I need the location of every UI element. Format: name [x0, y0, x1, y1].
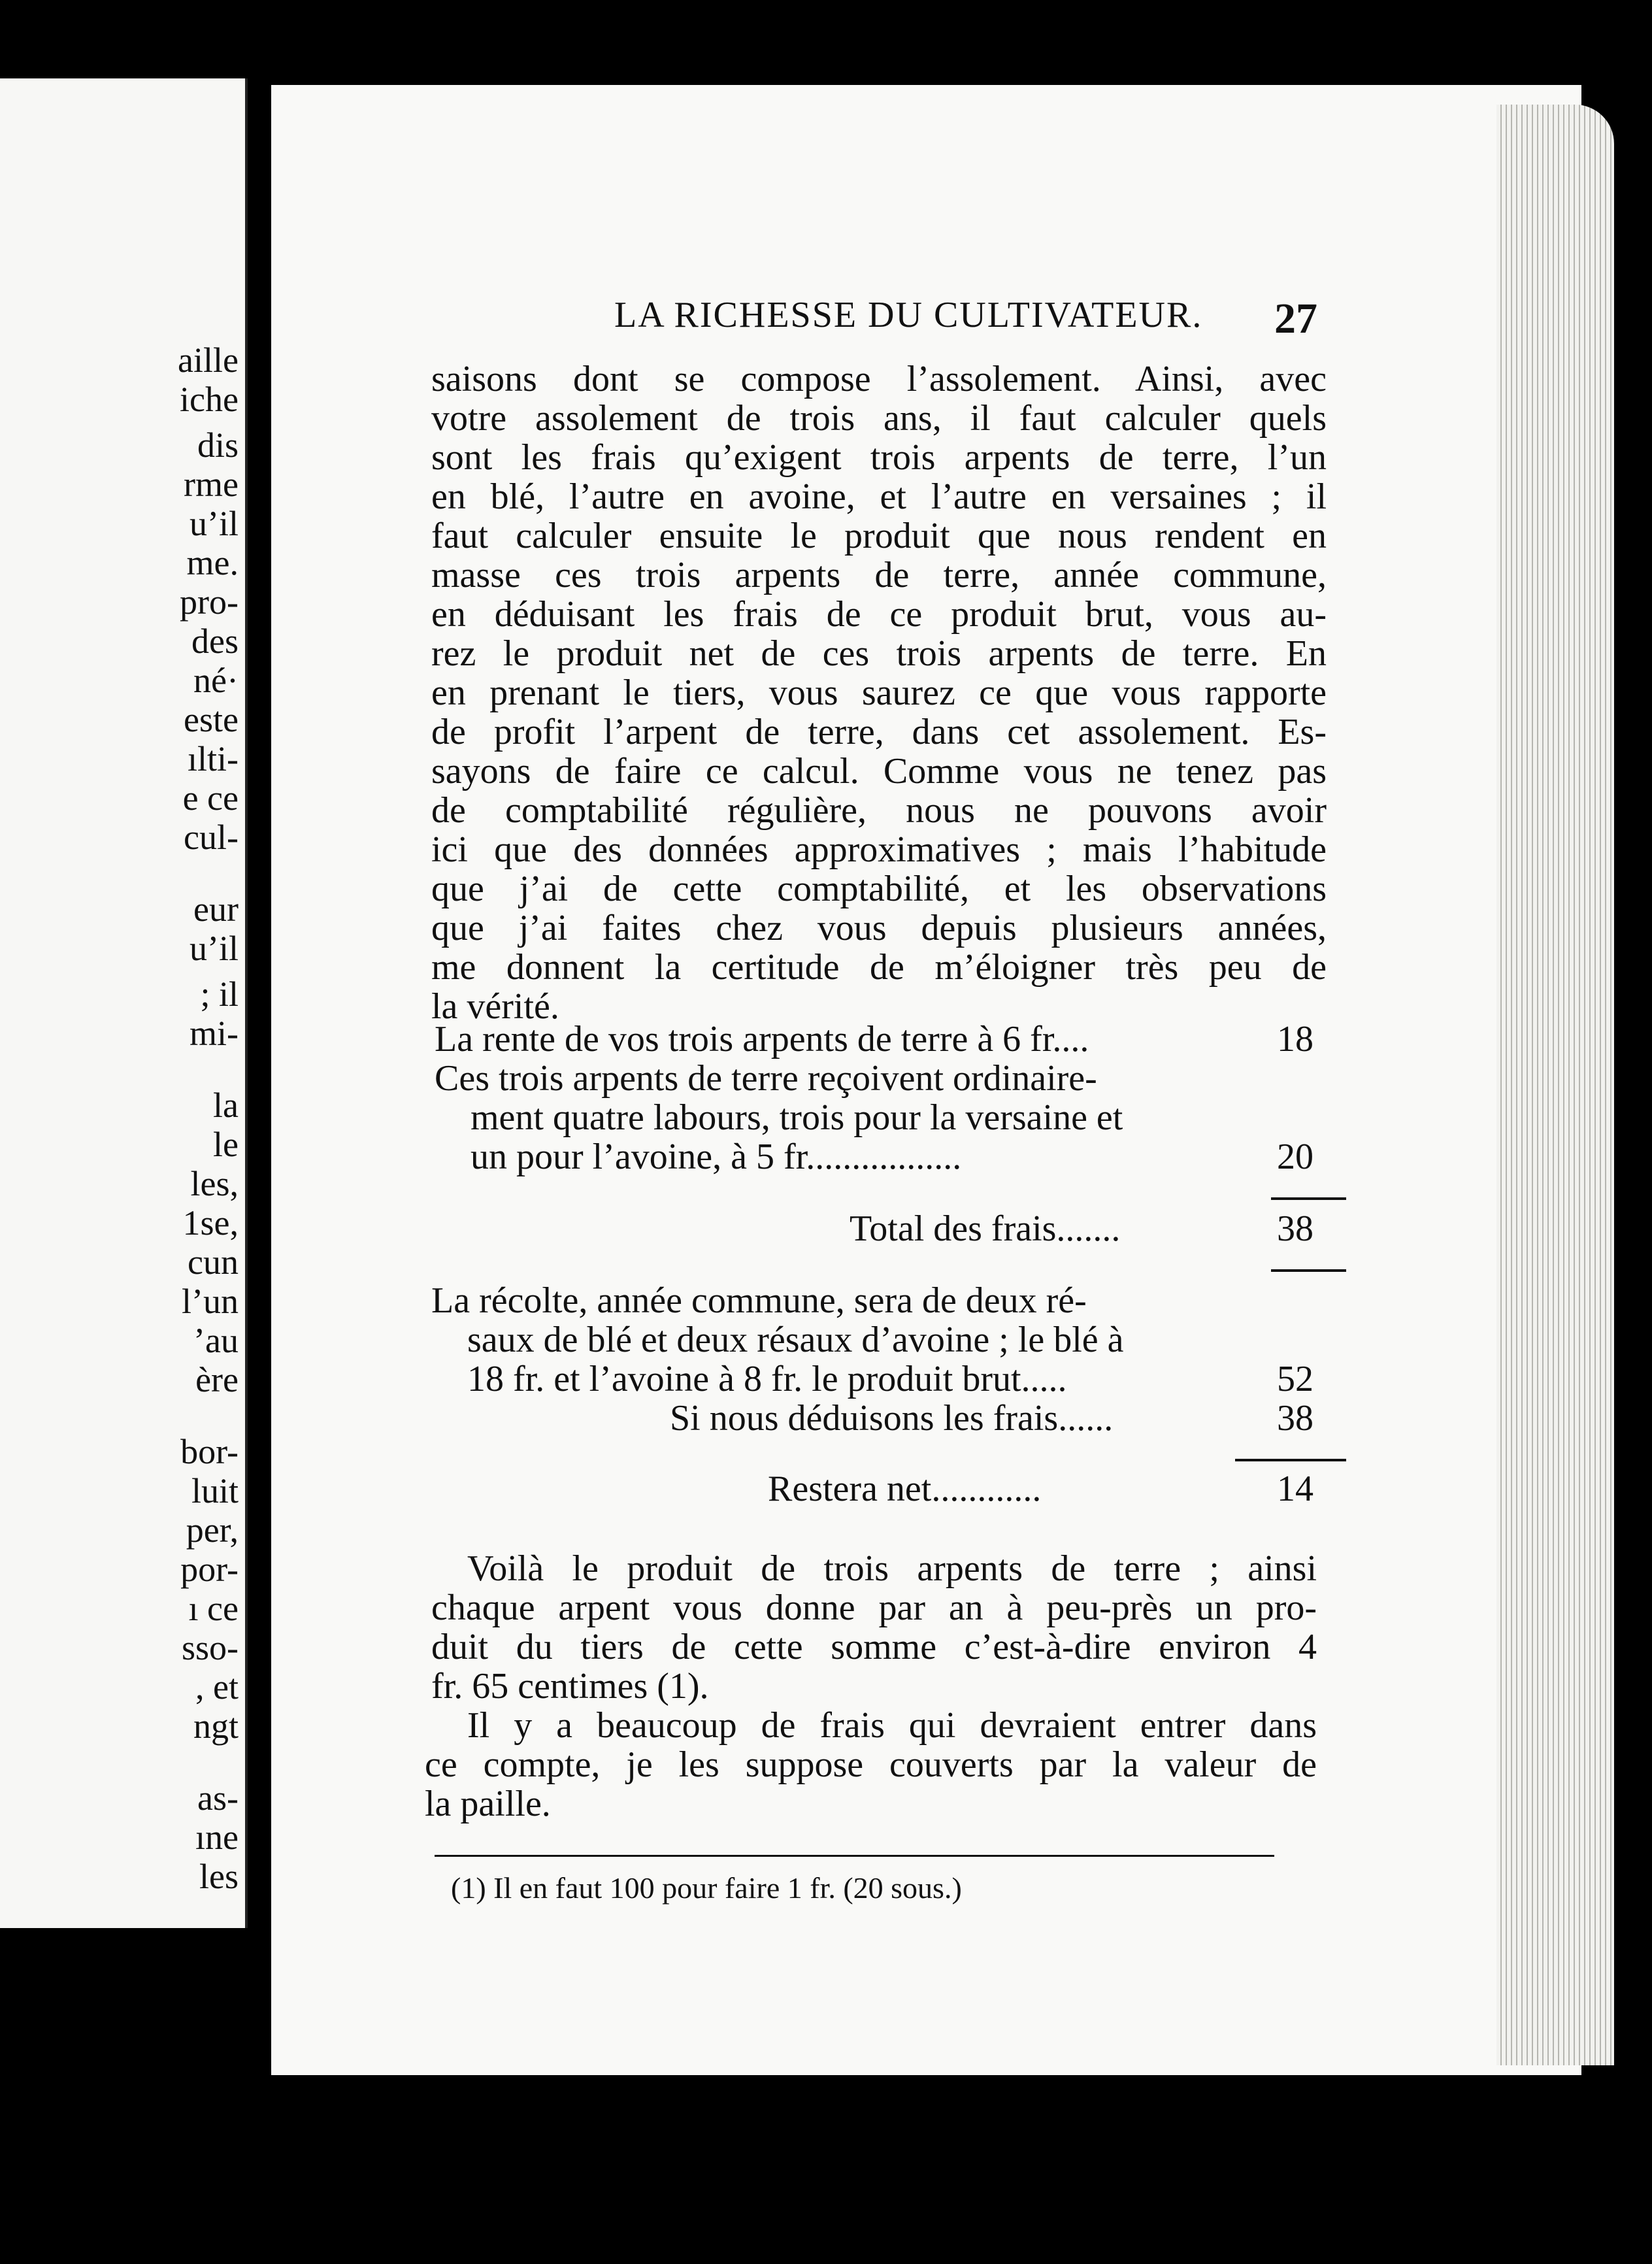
net-label: Restera net............	[768, 1469, 1042, 1509]
left-page-fragment: cun	[188, 1242, 239, 1282]
body-line: de comptabilité régulière, nous ne pouvons avoir	[431, 790, 1327, 831]
rente-value: 18	[1277, 1019, 1313, 1059]
left-page-fragment: mi-	[190, 1014, 239, 1053]
left-page-fragment: pro-	[180, 582, 239, 622]
left-page-fragment: ıne	[195, 1818, 239, 1857]
left-page-fragment: me.	[186, 543, 239, 582]
labours-value: 20	[1277, 1137, 1313, 1177]
body-line: me donnent la certitude de m’éloigner très peu de	[431, 947, 1327, 988]
left-page-fragment: bor-	[180, 1432, 239, 1471]
body-line: que j’ai faites chez vous depuis plusieurs années,	[431, 908, 1327, 948]
rente-label: La rente de vos trois arpents de terre à 6 fr....	[435, 1019, 1089, 1059]
left-page-fragment: u’il	[190, 929, 239, 968]
left-page-fragment: iche	[180, 380, 239, 419]
body-line: rez le produit net de ces trois arpents de terre. En	[431, 633, 1327, 674]
body-line: que j’ai de cette comptabilité, et les observations	[431, 869, 1327, 909]
closing-line: Il y a beaucoup de frais qui devraient entrer dans	[467, 1705, 1317, 1746]
closing-line: duit du tiers de cette somme c’est-à-dire environ 4	[431, 1627, 1317, 1667]
deduction-value: 38	[1277, 1398, 1313, 1439]
left-page-fragment: dis	[197, 425, 239, 465]
recolte-value: 52	[1277, 1359, 1313, 1399]
left-page-fragment: por-	[180, 1550, 239, 1589]
left-page-fragment: luit	[191, 1471, 239, 1510]
body-line: faut calculer ensuite le produit que nous rendent en	[431, 516, 1327, 556]
left-page-fragment: les	[199, 1857, 239, 1896]
left-page-fragment: né·	[193, 661, 239, 700]
left-page	[0, 78, 248, 1928]
net-value: 14	[1277, 1469, 1313, 1509]
left-page-fragment: aille	[178, 341, 239, 380]
left-page-fragment: per,	[186, 1510, 239, 1550]
left-page-fragment: sso-	[181, 1628, 239, 1667]
closing-line: la paille.	[425, 1784, 551, 1824]
left-page-fragment: as-	[197, 1778, 239, 1818]
left-page-fragment: e ce	[182, 778, 239, 818]
left-page-fragment: ’au	[193, 1321, 239, 1360]
footnote-rule	[435, 1855, 1274, 1857]
left-page-fragment: ngt	[193, 1706, 239, 1746]
sum-rule	[1271, 1269, 1346, 1272]
body-line: ici que des données approximatives ; mais l’habitude	[431, 829, 1327, 870]
running-title: LA RICHESSE DU CULTIVATEUR.	[614, 295, 1203, 335]
sum-rule	[1235, 1459, 1346, 1461]
left-page-fragment: 1se,	[182, 1203, 239, 1242]
body-line: sayons de faire ce calcul. Comme vous ne tenez pas	[431, 751, 1327, 791]
left-page-fragment: este	[184, 700, 239, 739]
recolte-line: La récolte, année commune, sera de deux ré-	[431, 1280, 1087, 1321]
page-number: 27	[1274, 295, 1317, 342]
body-line: saisons dont se compose l’assolement. Ainsi, avec	[431, 359, 1327, 399]
left-page-fragment: u’il	[190, 504, 239, 543]
left-page-fragment: l’un	[182, 1282, 239, 1321]
footnote: (1) Il en faut 100 pour faire 1 fr. (20 sous.)	[451, 1871, 962, 1905]
body-line: masse ces trois arpents de terre, année commune,	[431, 555, 1327, 595]
left-page-fragment: , et	[195, 1667, 239, 1706]
left-page-fragment: ılti-	[188, 739, 239, 778]
body-line: de profit l’arpent de terre, dans cet assolement. Es-	[431, 712, 1327, 752]
left-page-fragment: cul-	[184, 818, 239, 857]
left-page-fragment: les,	[190, 1164, 239, 1203]
total-value: 38	[1277, 1208, 1313, 1249]
closing-line: chaque arpent vous donne par an à peu-près un pro-	[431, 1588, 1317, 1628]
closing-line: Voilà le produit de trois arpents de terre ; ainsi	[467, 1548, 1317, 1589]
left-page-fragment: rme	[184, 465, 239, 504]
left-page-fragment: la	[213, 1086, 239, 1125]
left-page-fragment: eur	[193, 890, 239, 929]
labours-line: Ces trois arpents de terre reçoivent ordinaire-	[435, 1058, 1097, 1099]
body-line: en blé, l’autre en avoine, et l’autre en versaines ; il	[431, 476, 1327, 517]
closing-line: fr. 65 centimes (1).	[431, 1666, 709, 1706]
left-page-fragment: le	[213, 1125, 239, 1164]
body-line: sont les frais qu’exigent trois arpents de terre, l’un	[431, 437, 1327, 478]
closing-line: ce compte, je les suppose couverts par la valeur de	[425, 1744, 1317, 1785]
left-page-fragment: des	[191, 622, 239, 661]
labours-line: ment quatre labours, trois pour la versaine et	[471, 1097, 1123, 1138]
labours-line: un pour l’avoine, à 5 fr.................	[471, 1137, 962, 1177]
total-label: Total des frais.......	[850, 1208, 1121, 1249]
left-page-fragment: ère	[195, 1360, 239, 1399]
body-line: en prenant le tiers, vous saurez ce que vous rapporte	[431, 673, 1327, 713]
left-page-fragment: ı ce	[188, 1589, 239, 1628]
body-line: en déduisant les frais de ce produit brut, vous au-	[431, 594, 1327, 635]
left-page-fragment: ; il	[200, 974, 239, 1014]
page-edges	[1496, 105, 1614, 2065]
recolte-line: saux de blé et deux résaux d’avoine ; le blé à	[467, 1320, 1124, 1360]
recolte-line: 18 fr. et l’avoine à 8 fr. le produit brut.....	[467, 1359, 1067, 1399]
deduction-label: Si nous déduisons les frais......	[670, 1398, 1114, 1439]
body-line: votre assolement de trois ans, il faut calculer quels	[431, 398, 1327, 439]
body-line: la vérité.	[431, 986, 559, 1027]
sum-rule	[1271, 1197, 1346, 1200]
